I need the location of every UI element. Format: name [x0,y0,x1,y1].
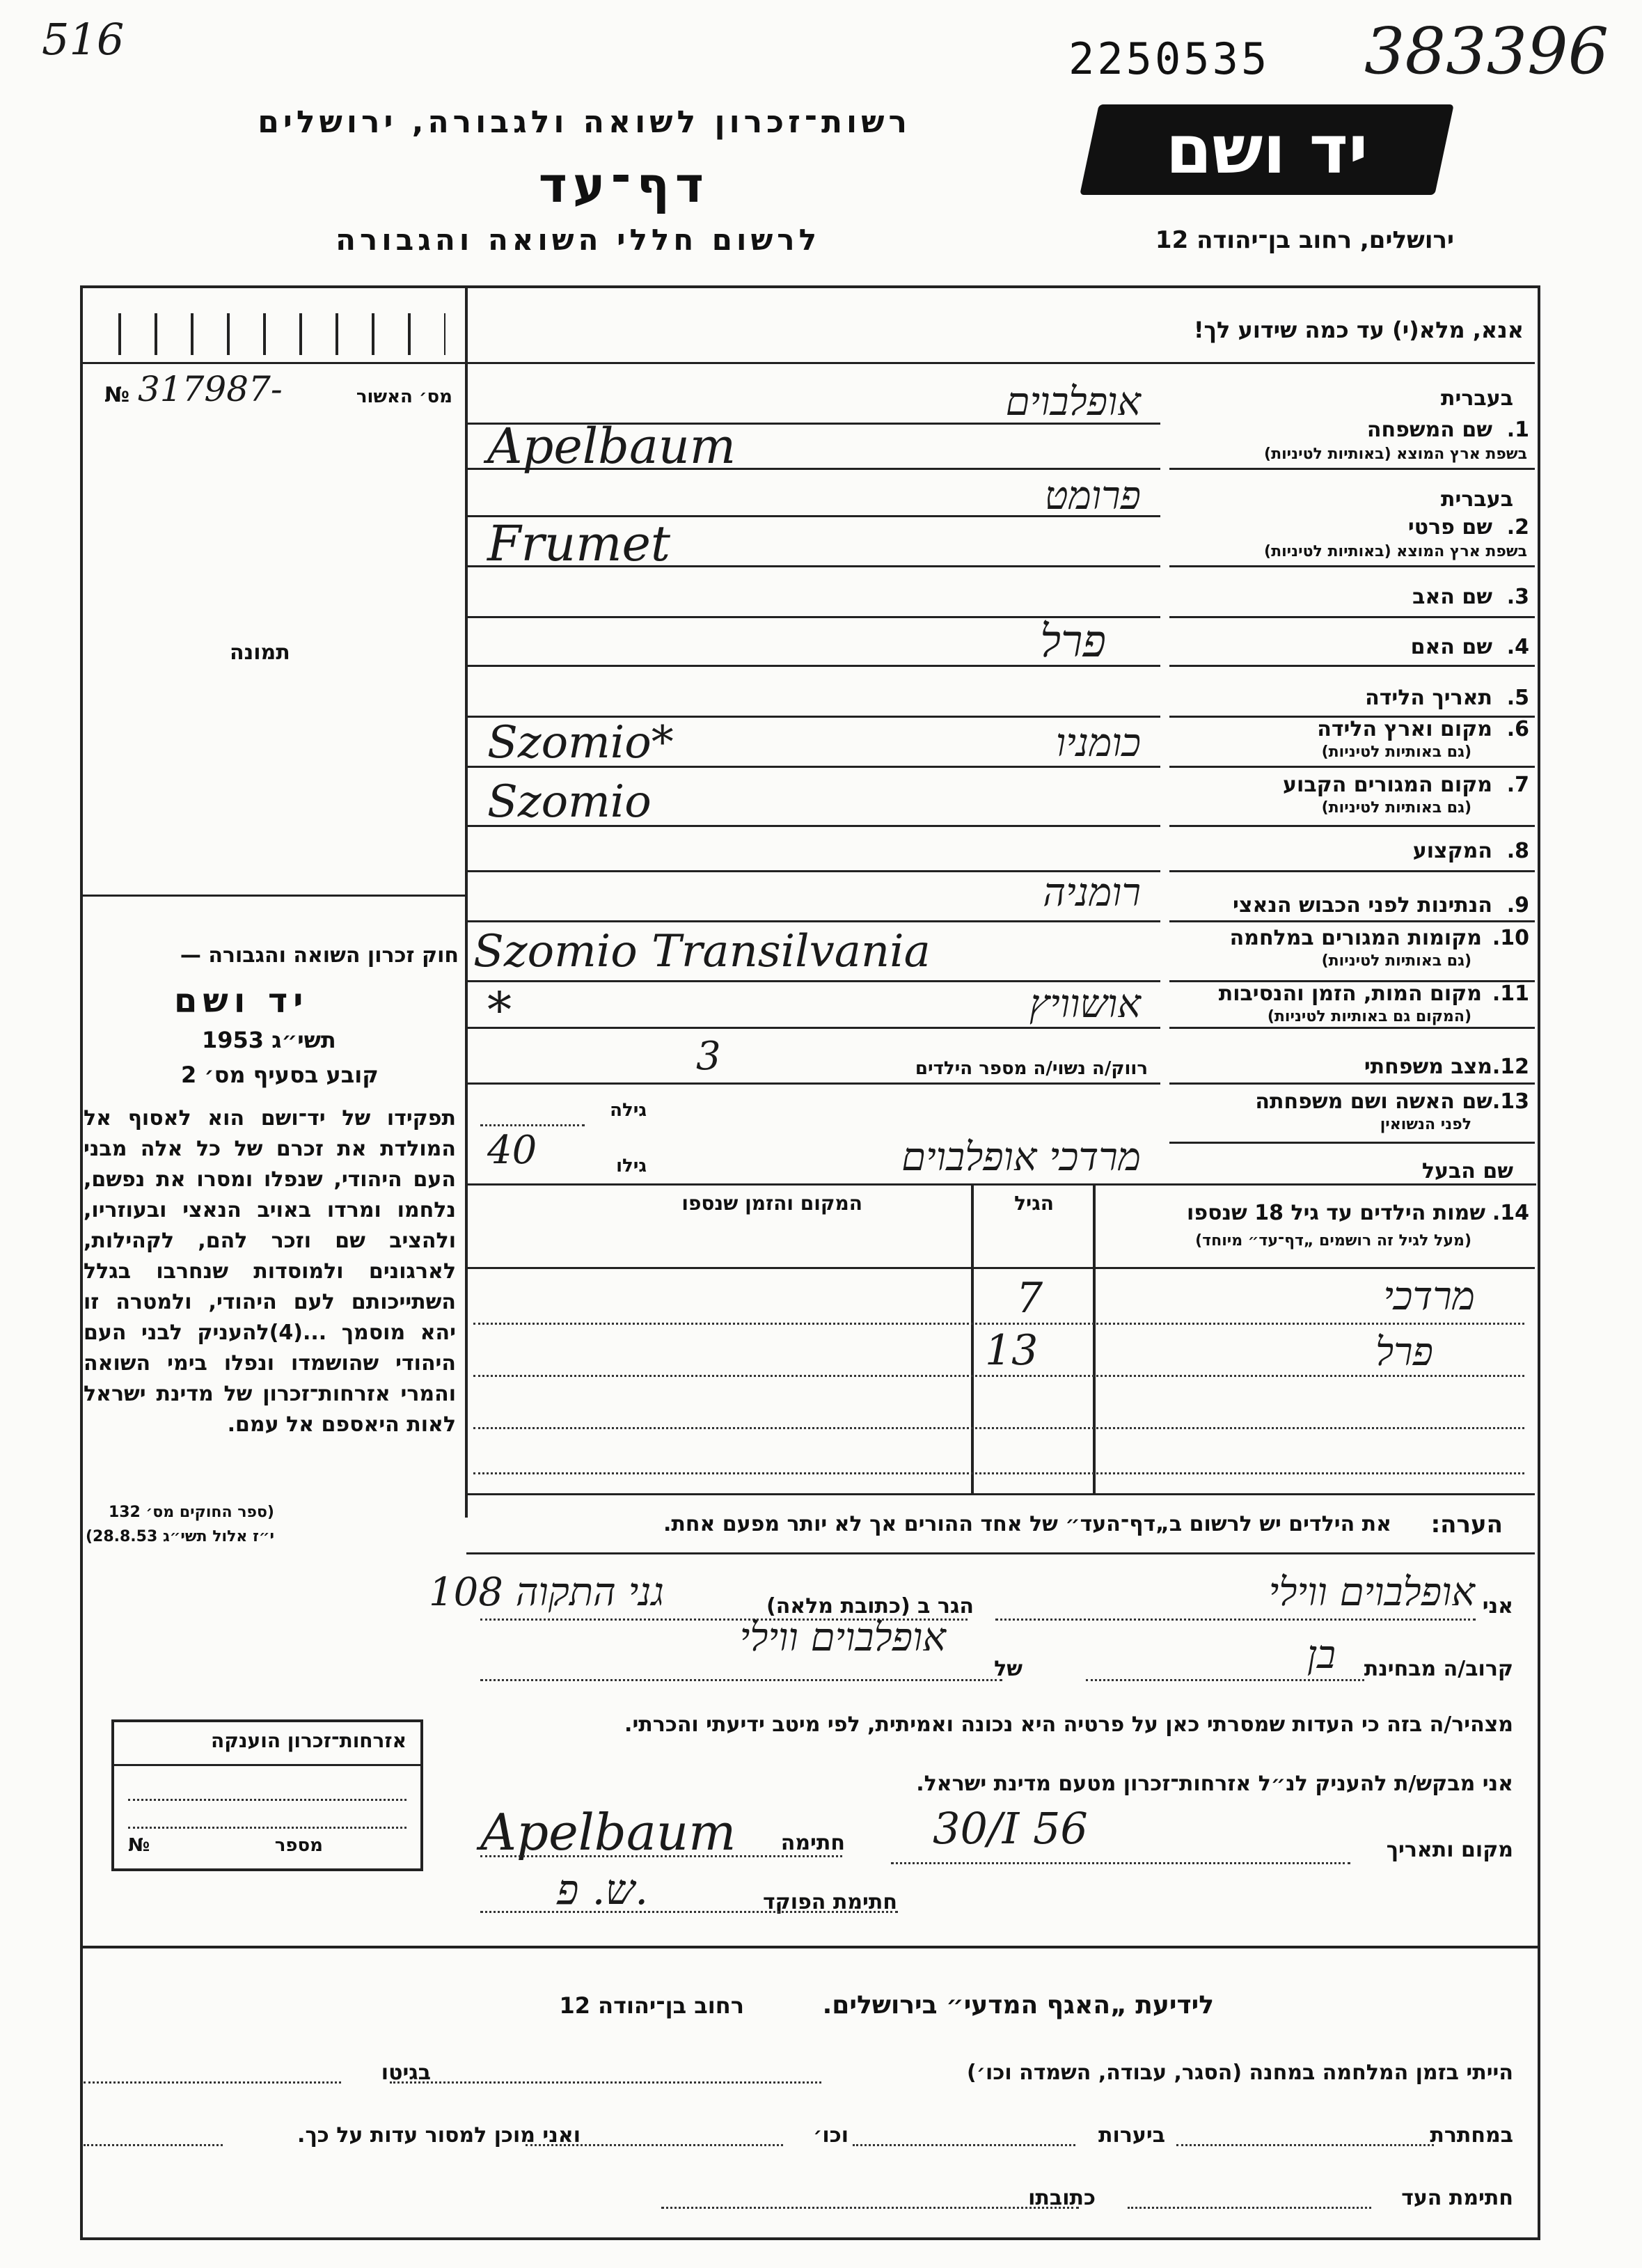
header-address: ירושלים, רחוב בן־יהודה 12 [1155,226,1454,254]
form-title: דף־עד [538,157,709,214]
law-ref-1: (ספר החוקים מס׳ 132 [108,1504,274,1521]
field-11-num: 11. [1492,982,1529,1006]
field-9-label: הנתינות לפני הכבוש הנאצי [1233,893,1492,918]
field-8-label: המקצוע [1412,839,1492,863]
field-2-label: שם פרטי [1407,515,1492,540]
field-1-label: שם המשפחה [1366,418,1492,442]
authority-title: רשות־זכרון לשואה ולגבורה, ירושלים [258,104,911,140]
approval-number: 317987- [138,369,283,409]
husband-label: שם הבעל [1421,1159,1513,1183]
child-1-name: מרדכי [1383,1274,1475,1319]
law-name: יד ושם [174,982,309,1021]
declaration-of-value: אופלבוים ווילי [739,1615,946,1660]
official-signature-value: ש. פ. [557,1866,649,1914]
field-3-label: שם האב [1412,585,1492,609]
field-12-label: מצב משפחתי [1364,1055,1492,1079]
declaration-relation-label: קרוב/ה מבחינת [1364,1657,1513,1681]
field-13-age-label: גילה [610,1100,647,1121]
declaration-relation-value: בן [1307,1632,1336,1678]
declaration-statement: מצהיר/ה בזה כי העדות שמסרתי כאן על פרטיה היא נכונה ואמיתית, לפי מיטב ידיעתי והכרתי. [624,1712,1513,1737]
photo-label: תמונה [230,640,290,665]
children-col-age: הגיל [1014,1192,1054,1215]
law-ref-2: י״ז אלול תשי״ג 28.8.53) [85,1528,274,1545]
bottom-line-3-mid: כתובתו [1028,2186,1096,2210]
declaration-signature-label: חתימה [780,1831,845,1855]
field-4-value: פרל [1040,616,1106,668]
field-13-label: שם האשה ושם משפחתה [1255,1089,1492,1114]
law-title: חוק זכרון השואה והגבורה — [180,943,459,968]
approval-number-row [104,369,452,418]
field-5-num: 5. [1506,686,1529,710]
field-1-value-heb: אופלבוים [1005,379,1141,425]
field-6-sub: (גם באותיות לטיניות) [1321,743,1471,761]
official-signature-label: חתימת הפוקד [763,1890,897,1914]
field-5-label: תאריך הלידה [1365,686,1492,710]
declaration-signature-value: Apelbaum [480,1803,736,1861]
handwritten-number: 383396 [1364,14,1609,88]
field-7-label: מקום המגורים הקבוע [1283,773,1492,797]
bottom-line-2-start: במחתרת [1430,2123,1513,2148]
field-11-sub: (המקום גם באותיות לטיניות) [1267,1008,1471,1025]
bottom-line-2-mid1: ביערות [1098,2123,1165,2148]
note-label: הערה: [1430,1511,1503,1538]
husband-age: 40 [487,1128,537,1173]
field-1-value-lat: Apelbaum [487,418,736,475]
field-2-heb-tag: בעברית [1441,487,1513,512]
child-2-name: פרל [1375,1330,1433,1375]
declaration-ani: אני [1482,1594,1513,1619]
field-6-value-lat: Szomio* [487,717,674,769]
field-1-num: 1. [1506,418,1529,442]
field-11-value-mark: * [487,982,512,1039]
bottom-line-2-end: ואני מוכן למסור עדות על כך. [297,2123,581,2148]
field-11-value-heb: אושוויץ [1029,982,1141,1027]
declaration-address-value: גני התקוה 108 [429,1570,664,1615]
field-2-sub: בשפת ארץ המוצא (באותיות לטיניות) [1264,543,1527,560]
declaration-of-label: של [994,1657,1023,1681]
approval-prefix: № [104,383,130,407]
field-12-children: 3 [696,1034,721,1079]
field-13-num: 13. [1492,1089,1529,1114]
child-2-age: 13 [985,1326,1039,1375]
declaration-place-date-value: 30/I 56 [933,1803,1088,1854]
declaration-ani-value: אופלבוים ווילי [1268,1570,1475,1615]
field-10-value: Szomio Transilvania [473,926,931,977]
field-9-num: 9. [1506,893,1529,918]
husband-age-label: גילו [616,1156,647,1176]
form-subtitle: לרשום חללי השואה והגבורה [335,223,821,257]
bottom-line-1-end: בגיטו [381,2061,431,2085]
husband-value: מרדכי אופלבוים [901,1135,1141,1180]
declaration-request: אני מבקש/ת להעניק לנ״ל אזרחות־זכרון מטעם מדינת ישראל. [916,1772,1513,1796]
citizenship-box-number-label: מספר [274,1835,323,1856]
field-1-heb-tag: בעברית [1441,386,1513,411]
field-3-num: 3. [1506,585,1529,609]
corner-note: 516 [42,14,125,65]
approval-label: מס׳ האשור [356,386,452,407]
field-6-label: מקום וארץ הלידה [1317,717,1492,741]
logo-text: יד ושם [1165,111,1368,189]
field-8-num: 8. [1506,839,1529,863]
field-6-num: 6. [1506,717,1529,741]
declaration-resides: הגר ב (כתובת מלאה) [766,1594,974,1619]
bottom-line-1: הייתי בזמן המלחמה במחנה (הסגר, עבודה, השמדה וכו׳) [967,2061,1513,2085]
bottom-line-3-start: חתימת העד [1401,2186,1513,2210]
citizenship-box-title: אזרחות־זכרון הוענקה [211,1729,406,1752]
law-clause: קובע בסעיף מס׳ 2 [181,1062,379,1088]
intro-text: אנא, מלא(י) עד כמה שידוע לך! [1193,317,1524,343]
bottom-line-2-mid2: וכו׳ [813,2123,848,2148]
law-text: תפקידו של יד־ושם הוא לאסוף אל המולדת את זכרם של כל אלה מבני העם היהודי, שנפלו ומסרו את נפשם, נלחמו ומרדו באויב הנאצי ובעוזריו, ולהציב שם וזכר להם, לקהילות, לארגונים ולמוסדות שנחרבו בגלל השתייכותם לעם היהודי, ולמטרה זו יהא מוסמך ...(4)להעניק לבני העם היהודי שהושמדו ונפלו בימי השואה והמרי אזרחות־זכרון של מדינת ישראל לאות היאספם אל עמם. [84,1106,456,1437]
field-4-label: שם האם [1410,635,1492,659]
field-10-num: 10. [1492,926,1529,950]
field-1-sub: בשפת ארץ המוצא (באותיות לטיניות) [1264,446,1527,463]
field-12-options: רווק/ה נשוי/ה מספר הילדים [915,1058,1148,1079]
field-13-sub: לפני הנשואין [1380,1116,1471,1133]
bottom-address: רחוב בן־יהודה 12 [559,1992,744,2019]
field-11-label: מקום המות, הזמן והנסיבות [1218,982,1482,1006]
note-text: את הילדים יש לרשום ב„דף־העד״ של אחד ההורים אך לא יותר מפעם אחת. [663,1512,1391,1536]
tick-boxes [118,313,445,355]
field-7-num: 7. [1506,773,1529,797]
field-4-num: 4. [1506,635,1529,659]
field-7-value: Szomio [487,776,652,828]
field-12-num: 12. [1492,1055,1529,1079]
child-1-age: 7 [1016,1274,1043,1323]
field-2-value-heb: פרומט [1044,473,1141,519]
field-2-value-lat: Frumet [487,515,671,572]
yad-vashem-logo [1080,104,1454,195]
bottom-title: לידיעת „האגף המדעי״ בירושלים. [822,1991,1214,2019]
field-10-label: מקומות המגורים במלחמה [1229,926,1482,950]
children-subtitle: (מעל לגיל זה רושמים „דף־עד״ מיוחד) [1195,1232,1471,1250]
declaration-place-date-label: מקום ותאריך [1386,1838,1513,1862]
children-title: שמות הילדים עד גיל 18 שנספו [1187,1201,1485,1225]
field-9-value: רומניה [1043,870,1141,915]
field-10-sub: (גם באותיות לטיניות) [1321,952,1471,970]
field-7-sub: (גם באותיות לטיניות) [1321,799,1471,817]
citizenship-box [111,1719,423,1871]
children-col-place: המקום והזמן שנספו [681,1192,862,1215]
stamp-number: 2250535 [1068,33,1270,84]
children-num: 14. [1492,1201,1529,1225]
field-2-num: 2. [1506,515,1529,540]
citizenship-box-number-sign: № [128,1835,150,1856]
law-year: תשי״ג 1953 [202,1027,336,1053]
field-6-value-heb: כומניו [1055,720,1141,766]
